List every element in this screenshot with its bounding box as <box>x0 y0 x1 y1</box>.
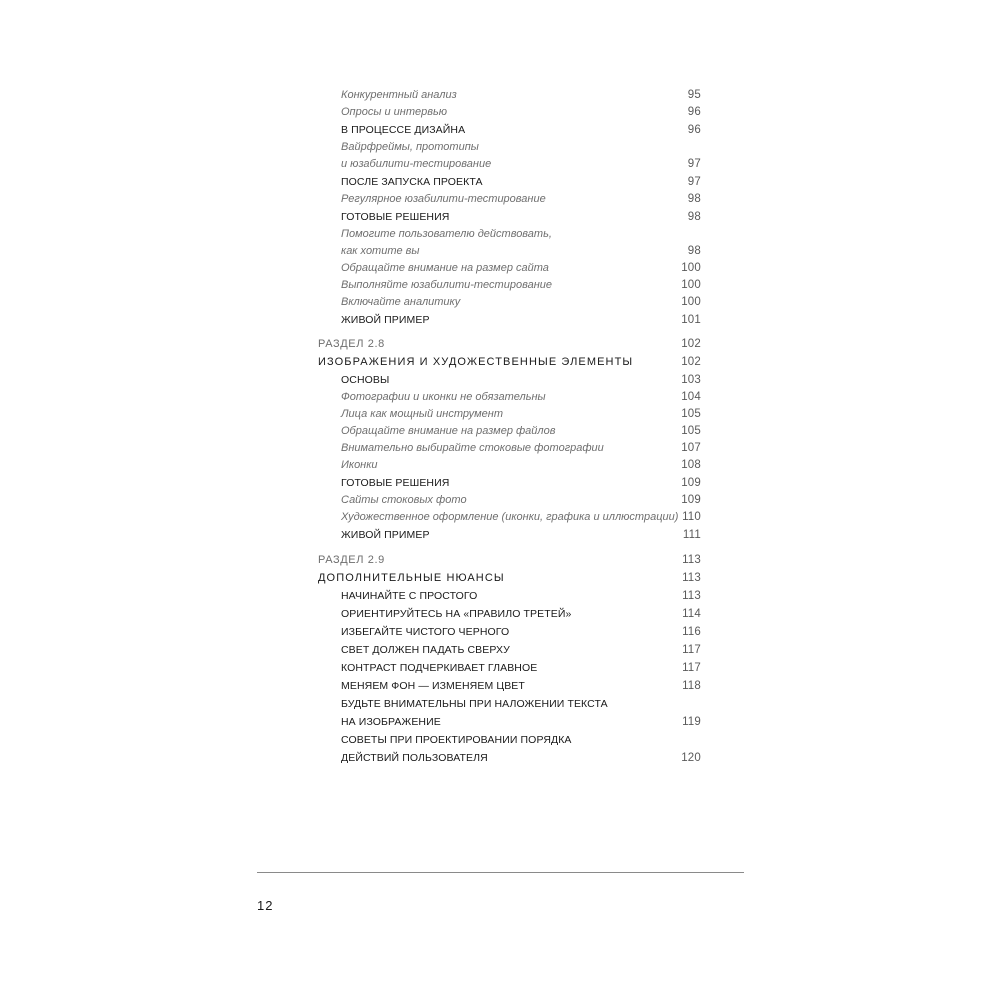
toc-entry-title: Обращайте внимание на размер сайта <box>341 262 549 274</box>
page-number: 104 <box>681 391 701 403</box>
toc-entry-title: ЖИВОЙ ПРИМЕР <box>341 314 430 326</box>
page-number: 102 <box>681 338 701 350</box>
page-number: 105 <box>681 425 701 437</box>
page-number: 114 <box>682 608 701 620</box>
toc-entry <box>318 457 701 474</box>
toc-entry-title: Вайрфреймы, прототипы <box>341 141 479 153</box>
toc-entry <box>318 104 701 121</box>
page-number: 116 <box>682 626 701 638</box>
toc-entry <box>318 371 701 389</box>
section-title-2-8 <box>318 353 701 371</box>
page-number: 97 <box>687 158 701 170</box>
toc-entry <box>318 492 701 509</box>
toc-entry-title: Опросы и интервью <box>341 106 448 118</box>
toc-entry-title: Конкурентный анализ <box>341 89 457 101</box>
page-number: 100 <box>681 262 701 274</box>
toc-block-2-9 <box>318 587 701 767</box>
toc-entry-title: ОСНОВЫ <box>341 374 390 386</box>
page-number: 107 <box>681 442 701 454</box>
page-number: 96 <box>687 106 701 118</box>
section-label: РАЗДЕЛ 2.9 <box>318 554 385 566</box>
page-number: 113 <box>682 590 701 602</box>
page-number: 105 <box>681 408 701 420</box>
page-number: 98 <box>687 193 701 205</box>
toc-entry-title: как хотите вы <box>341 245 420 257</box>
toc-entry <box>318 731 701 749</box>
page-number: 100 <box>681 279 701 291</box>
page-number: 108 <box>681 459 701 471</box>
toc-entry <box>318 156 701 173</box>
toc-entry-title: БУДЬТЕ ВНИМАТЕЛЬНЫ ПРИ НАЛОЖЕНИИ ТЕКСТА <box>341 698 608 710</box>
toc-entry <box>318 311 701 329</box>
toc-entry-title: ПОСЛЕ ЗАПУСКА ПРОЕКТА <box>341 176 483 188</box>
section-title: ДОПОЛНИТЕЛЬНЫЕ НЮАНСЫ <box>318 572 505 584</box>
page-number: 96 <box>687 124 701 136</box>
toc-entry <box>318 423 701 440</box>
toc-entry <box>318 243 701 260</box>
section-label-2-9 <box>318 552 701 569</box>
toc-entry <box>318 440 701 457</box>
toc-entry-title: Обращайте внимание на размер файлов <box>341 425 556 437</box>
toc-entry <box>318 587 701 605</box>
toc-entry <box>318 677 701 695</box>
toc-entry <box>318 191 701 208</box>
section-title: ИЗОБРАЖЕНИЯ И ХУДОЖЕСТВЕННЫЕ ЭЛЕМЕНТЫ <box>318 356 634 368</box>
toc-entry <box>318 226 701 243</box>
footer-rule <box>257 872 744 873</box>
table-of-contents <box>318 87 701 767</box>
toc-entry <box>318 526 701 544</box>
toc-entry-title: ИЗБЕГАЙТЕ ЧИСТОГО ЧЕРНОГО <box>341 626 510 638</box>
section-label-2-8 <box>318 336 701 353</box>
toc-entry-title: ДЕЙСТВИЙ ПОЛЬЗОВАТЕЛЯ <box>341 752 488 764</box>
page-number: 120 <box>681 752 701 764</box>
page-number: 103 <box>681 374 701 386</box>
page-number: 117 <box>682 644 701 656</box>
toc-block-2-7-tail <box>318 87 701 329</box>
toc-entry <box>318 173 701 191</box>
page-folio: 12 <box>257 898 274 913</box>
toc-entry-title: НА ИЗОБРАЖЕНИЕ <box>341 716 441 728</box>
toc-entry-title: Фотографии и иконки не обязательны <box>341 391 546 403</box>
toc-entry <box>318 749 701 767</box>
toc-entry-title: СОВЕТЫ ПРИ ПРОЕКТИРОВАНИИ ПОРЯДКА <box>341 734 572 746</box>
section-title-2-9 <box>318 569 701 587</box>
page-number: 102 <box>681 356 701 368</box>
toc-entry <box>318 641 701 659</box>
toc-entry <box>318 509 701 526</box>
toc-entry <box>318 623 701 641</box>
toc-entry <box>318 474 701 492</box>
toc-entry-title: Сайты стоковых фото <box>341 494 467 506</box>
page-number: 113 <box>682 572 701 584</box>
toc-entry-title: Выполняйте юзабилити-тестирование <box>341 279 552 291</box>
section-label: РАЗДЕЛ 2.8 <box>318 338 385 350</box>
toc-block-2-8 <box>318 371 701 544</box>
toc-entry <box>318 713 701 731</box>
toc-entry <box>318 659 701 677</box>
toc-entry <box>318 139 701 156</box>
toc-entry-title: ГОТОВЫЕ РЕШЕНИЯ <box>341 477 450 489</box>
toc-entry-title: Включайте аналитику <box>341 296 461 308</box>
toc-entry-title: ЖИВОЙ ПРИМЕР <box>341 529 430 541</box>
page-number: 110 <box>682 511 701 523</box>
toc-entry <box>318 406 701 423</box>
toc-entry-title: ГОТОВЫЕ РЕШЕНИЯ <box>341 211 450 223</box>
toc-entry <box>318 605 701 623</box>
toc-entry <box>318 260 701 277</box>
toc-entry-title: КОНТРАСТ ПОДЧЕРКИВАЕТ ГЛАВНОЕ <box>341 662 538 674</box>
toc-entry-title: НАЧИНАЙТЕ С ПРОСТОГО <box>341 590 478 602</box>
page-number: 113 <box>682 554 701 566</box>
toc-entry-title: Регулярное юзабилити-тестирование <box>341 193 546 205</box>
toc-entry-title: МЕНЯЕМ ФОН — ИЗМЕНЯЕМ ЦВЕТ <box>341 680 525 692</box>
toc-entry <box>318 695 701 713</box>
toc-entry-title: Художественное оформление (иконки, графика и иллюстрации) <box>341 511 679 523</box>
page-number: 109 <box>681 494 701 506</box>
page-number: 109 <box>681 477 701 489</box>
toc-entry-title: и юзабилити-тестирование <box>341 158 492 170</box>
toc-entry-title: Внимательно выбирайте стоковые фотографии <box>341 442 604 454</box>
page-number: 98 <box>687 245 701 257</box>
toc-entry-title: ОРИЕНТИРУЙТЕСЬ НА «ПРАВИЛО ТРЕТЕЙ» <box>341 608 572 620</box>
page-number: 98 <box>687 211 701 223</box>
toc-entry <box>318 121 701 139</box>
toc-entry <box>318 87 701 104</box>
toc-entry <box>318 294 701 311</box>
page-number: 117 <box>682 662 701 674</box>
toc-entry <box>318 389 701 406</box>
page-number: 111 <box>682 529 701 541</box>
toc-entry <box>318 277 701 294</box>
page-number: 97 <box>687 176 701 188</box>
page-number: 101 <box>681 314 701 326</box>
toc-entry-title: В ПРОЦЕССЕ ДИЗАЙНА <box>341 124 466 136</box>
toc-entry-title: Помогите пользователю действовать, <box>341 228 552 240</box>
toc-entry <box>318 208 701 226</box>
toc-entry-title: Иконки <box>341 459 378 471</box>
page-number: 100 <box>681 296 701 308</box>
page-number: 95 <box>687 89 701 101</box>
page-number: 119 <box>682 716 701 728</box>
toc-entry-title: СВЕТ ДОЛЖЕН ПАДАТЬ СВЕРХУ <box>341 644 510 656</box>
toc-entry-title: Лица как мощный инструмент <box>341 408 503 420</box>
page-number: 118 <box>682 680 701 692</box>
